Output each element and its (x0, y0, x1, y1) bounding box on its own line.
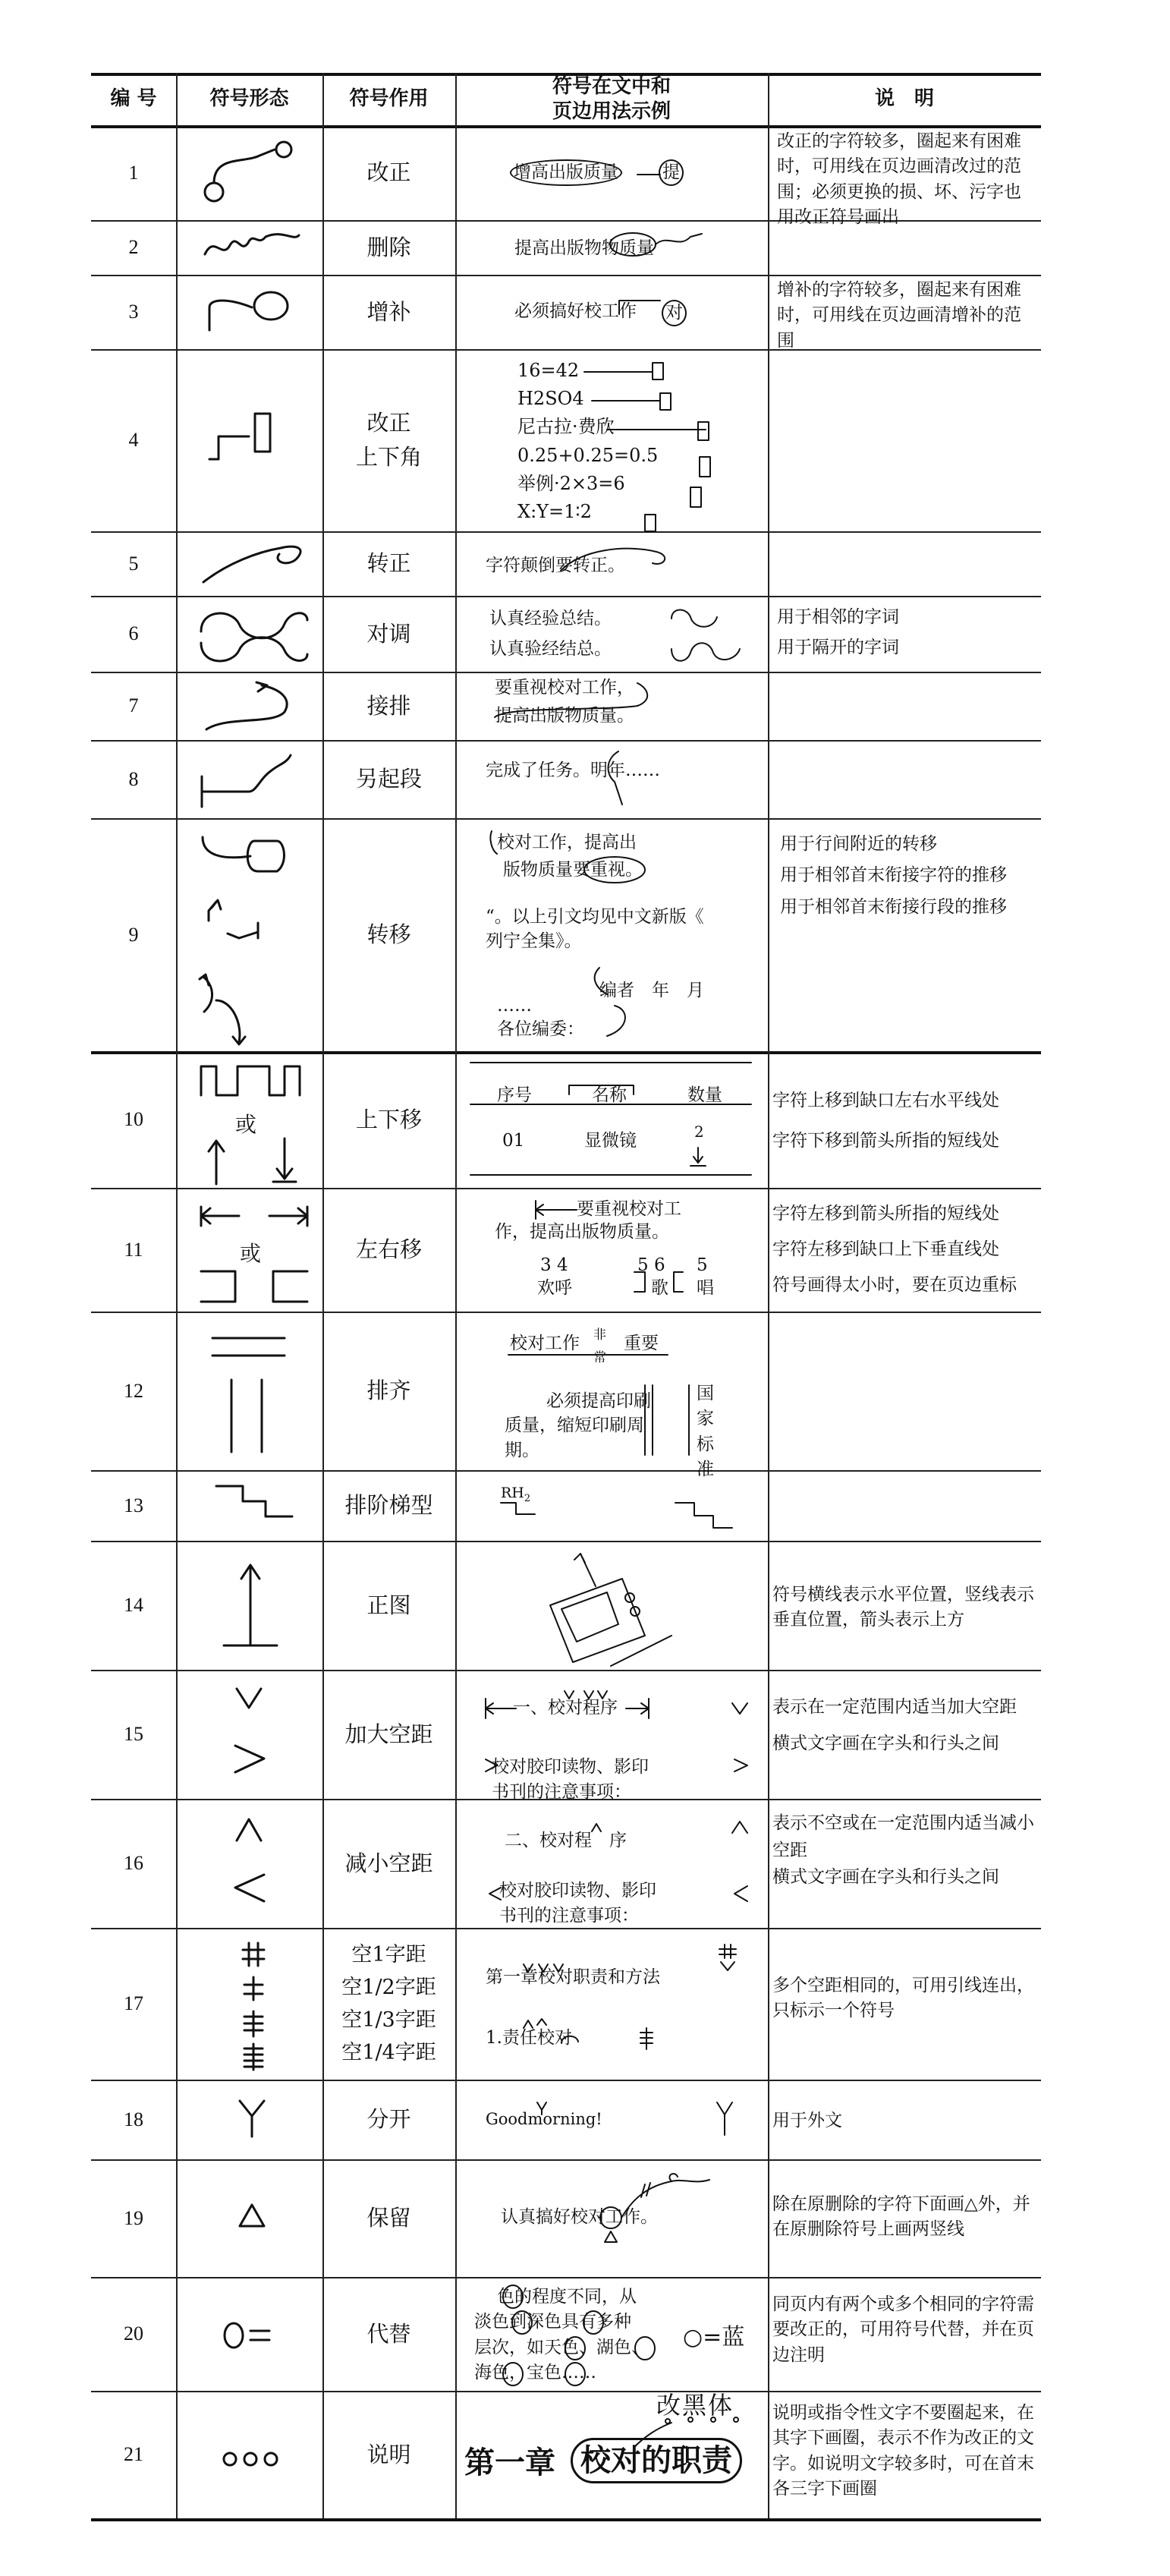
header-number: 编 号 (110, 87, 157, 111)
table-cell: 01 (502, 1131, 525, 1151)
example-text: 要重视校对工 (577, 1199, 681, 1219)
symbol-function: 加大空距 (344, 1721, 433, 1747)
example-link-line (637, 165, 668, 181)
staircase-symbol-icon (212, 1480, 304, 1526)
example-separate-marks (524, 2101, 744, 2146)
example-text-block: 校对胶印读物、影印 书刊的注意事项： (499, 1881, 656, 1926)
example-staircase-marks (501, 1499, 744, 1537)
row-number: 12 (124, 1379, 143, 1402)
row-number: 14 (124, 1594, 143, 1616)
example-text-block: 色的程度不同，从 淡色到深色具有多种 层次，如天色、湖色、 海色，宝色…… (474, 2287, 649, 2383)
example-join-mark (486, 679, 660, 725)
row-number: 1 (128, 161, 139, 184)
example-text: 重要 (624, 1334, 659, 1353)
row-number: 8 (128, 767, 139, 790)
example-rotate-mark (558, 540, 671, 578)
note-text: 用于行间附近的转移 用于相邻首末衔接字符的推移 用于相邻首末衔接行段的推移 (780, 834, 1007, 917)
example-tilted-tv-image (543, 1552, 687, 1662)
example-circled-title: 校对的职责 (571, 2438, 742, 2483)
example-text-block: 质量，缩短印刷周 期。 (505, 1416, 644, 1461)
example-text: 第一章校对职责和方法 (486, 1967, 660, 1987)
row-number: 18 (124, 2108, 143, 2130)
symbol-function: 说明 (366, 2441, 411, 2467)
row-number: 10 (124, 1108, 143, 1130)
symbol-function: 对调 (366, 620, 411, 647)
superscript-symbol-icon (203, 398, 287, 482)
symbol-function: 转移 (366, 921, 411, 948)
example-text: 非 (593, 1327, 606, 1343)
note-text: 字符左移到箭头所指的短线处 字符左移到缺口上下垂直线处 符号画得太小时，要在页边重标 (772, 1204, 1017, 1296)
note-text: 符号横线表示水平位置，竖线表示垂直位置，箭头表示上方 (772, 1585, 1034, 1630)
example-transfer-mark (486, 827, 668, 888)
example-text-block: 校对工作，提高出 版物质量要重视。 (497, 833, 643, 880)
substitute-symbol-icon (220, 2319, 281, 2353)
symbol-function: 增补 (366, 298, 411, 325)
example-text: 认真搞好校对工作。 (501, 2207, 658, 2227)
example-move-right-mark (630, 1269, 690, 1299)
example-text-block: 必须提高印刷 (546, 1391, 651, 1411)
row-number: 3 (128, 301, 139, 323)
space-symbols-icon (235, 1939, 273, 2072)
note-text: 同页内有两个或多个相同的字符需要改正的，可用符号代替，并在页边注明 (772, 2294, 1034, 2365)
symbol-function: 转正 (366, 550, 411, 577)
example-text: 字符颠倒要转正。 (486, 556, 625, 575)
example-vertical-text: 国 家 标 准 (697, 1384, 714, 1480)
symbol-function: 另起段 (355, 766, 422, 792)
row-number: 13 (124, 1494, 143, 1516)
row-number: 6 (128, 622, 139, 644)
example-text: 欢呼 (537, 1278, 572, 1298)
example-space-marks (516, 1943, 744, 2057)
symbol-function: 删除 (366, 234, 411, 260)
row-number: 15 (124, 1723, 143, 1745)
header-symbol-form: 符号形态 (209, 87, 289, 111)
example-text: 常 (593, 1350, 606, 1365)
delete-symbol-icon (199, 228, 305, 266)
insert-symbol-icon (199, 285, 305, 338)
example-text-block: 校对胶印读物、影印 书刊的注意事项： (492, 1757, 649, 1803)
note-text: 表示不空或在一定范围内适当减小空距 横式文字画在字头和行头之间 (772, 1813, 1034, 1888)
row-number: 21 (124, 2443, 143, 2465)
header-note: 说 明 (874, 87, 934, 111)
example-margin-mark: 提 (659, 159, 684, 186)
example-substitute-circles (486, 2285, 690, 2391)
symbol-function: 上下移 (355, 1106, 422, 1132)
example-text: 增高出版质量 (510, 159, 622, 186)
example-text: 作，提高出版物质量。 (495, 1222, 669, 1242)
example-text: 二、校对程 序 (505, 1831, 627, 1850)
join-line-symbol-icon (197, 678, 311, 738)
row-number: 17 (124, 1992, 143, 2014)
row-number: 19 (124, 2206, 143, 2229)
or-label: 或 (240, 1241, 262, 1266)
table-header-cell: 名称 (592, 1085, 627, 1105)
symbol-function: 空1字距 空1/2字距 空1/3字距 空1/4字距 (341, 1942, 436, 2065)
example-text-block: …… 各位编委： (497, 996, 584, 1040)
row-number: 11 (124, 1238, 143, 1261)
separate-symbol-icon (234, 2095, 272, 2140)
row-number: 2 (128, 236, 139, 258)
decrease-spacing-symbol-icon (228, 1810, 273, 1916)
example-text-block: “。以上引文均见中文新版《 列宁全集》。 (486, 907, 704, 952)
note-text: 多个空距相同的，可用引线连出，只标示一个符号 (772, 1976, 1034, 2021)
example-table-lines (470, 1063, 759, 1184)
header-usage-example: 符号在文中和 页边用法示例 (552, 75, 671, 123)
increase-spacing-symbol-icon (228, 1681, 273, 1787)
example-explanation-marks (630, 2414, 744, 2452)
rotate-symbol-icon (197, 540, 311, 586)
note-text: 除在原删除的字符下面画△外，并在原删除符号上画两竖线 (772, 2194, 1030, 2240)
row-number: 16 (124, 1852, 143, 1874)
example-swap-mark (664, 603, 755, 664)
example-margin-mark: 对 (662, 300, 687, 326)
example-text: 3 4 (540, 1255, 568, 1275)
example-text: 5 (697, 1255, 708, 1275)
table-header-cell: 数量 (687, 1085, 722, 1105)
change-symbol-icon (199, 140, 305, 209)
example-text: 歌 (651, 1278, 668, 1298)
example-text-block: 要重视校对工作， 提高出版物质量。 (495, 678, 634, 726)
example-text: 5 6 (637, 1255, 665, 1275)
example-instruction-text: 改黑体 (656, 2391, 734, 2420)
symbol-function: 分开 (366, 2106, 411, 2133)
symbol-function: 左右移 (355, 1236, 422, 1263)
row-number: 20 (124, 2322, 143, 2345)
example-text-block: 认真经验总结。 认真验经结总。 (489, 609, 612, 660)
example-text: 完成了任务。明年…… (486, 761, 660, 780)
example-text: 编者 年 月 (599, 981, 704, 1000)
row-number: 5 (128, 552, 139, 575)
symbol-function: 排阶梯型 (344, 1492, 433, 1519)
example-retain-marks (558, 2171, 740, 2247)
example-insert-mark (615, 288, 668, 319)
example-superscript-marks (577, 357, 713, 527)
table-cell: 显微镜 (584, 1131, 637, 1151)
align-symbol-icon (205, 1327, 296, 1460)
note-text: 说明或指令性文字不要圈起来，在其字下画圈，表示不作为改正的文字。如说明文字较多时，可在首末各三字下画圈 (772, 2403, 1034, 2499)
note-text: 用于外文 (772, 2111, 842, 2130)
new-paragraph-symbol-icon (196, 748, 310, 812)
example-delete-mark (607, 228, 706, 258)
example-chapter-label: 第一章 (464, 2445, 555, 2480)
note-text: 增补的字符较多，圈起来有困难时，可用线在页边画清增补的范围 (777, 280, 1021, 351)
row-number: 9 (128, 923, 139, 946)
note-text: 用于相邻的字词 用于隔开的字词 (777, 607, 899, 658)
example-text: 一、校对程序 (513, 1698, 618, 1718)
header-symbol-function: 符号作用 (349, 87, 429, 111)
symbol-function: 正图 (366, 1592, 411, 1618)
swap-symbol-icon (193, 601, 315, 669)
note-text: 改正的字符较多，圈起来有困难时，可用线在页边画清改过的范围；必须更换的损、坏、污字也用改正符号画出 (777, 131, 1021, 228)
symbol-function: 改正 上下角 (355, 410, 422, 470)
example-text-block: 16=42 H2SO4 尼古拉·费欣 0.25+0.25=0.5 举例·2×3=6 X:Y=1∶2 (517, 360, 659, 522)
example-move-left-mark (531, 1198, 584, 1220)
image-upright-symbol-icon (216, 1556, 285, 1655)
example-text: 提高出版物物质量 (514, 238, 654, 258)
note-text: 字符上移到缺口左右水平线处 字符下移到箭头所指的短线处 (772, 1091, 999, 1151)
explanation-symbol-icon (220, 2448, 288, 2471)
example-margin-mark: ○=蓝 (683, 2324, 745, 2351)
example-transfer-mark-2 (577, 964, 645, 1047)
example-text: Goodmorning! (486, 2110, 602, 2128)
example-paragraph-mark (592, 748, 660, 808)
example-text: $RH_2$ (501, 1485, 531, 1504)
transfer-symbol-icon (193, 826, 319, 1046)
example-text: 校对工作 (510, 1334, 580, 1353)
symbol-function: 代替 (366, 2320, 411, 2347)
symbol-function: 保留 (366, 2205, 411, 2231)
row-number: 4 (128, 429, 139, 451)
symbol-function: 改正 (366, 159, 411, 186)
row-number: 7 (128, 694, 139, 716)
retain-symbol-icon (237, 2201, 271, 2231)
symbol-function: 减小空距 (344, 1850, 433, 1876)
example-text: 唱 (697, 1278, 714, 1298)
table-header-cell: 序号 (497, 1085, 532, 1105)
table-cell: 2 (694, 1123, 704, 1141)
or-label: 或 (235, 1112, 257, 1137)
note-text: 表示在一定范围内适当加大空距 横式文字画在字头和行头之间 (772, 1697, 1017, 1754)
example-text: 1.责任校对 (486, 2028, 572, 2048)
symbol-function: 排齐 (366, 1378, 411, 1404)
example-text: 必须搞好校工作 (514, 301, 637, 321)
symbol-function: 接排 (366, 692, 411, 719)
